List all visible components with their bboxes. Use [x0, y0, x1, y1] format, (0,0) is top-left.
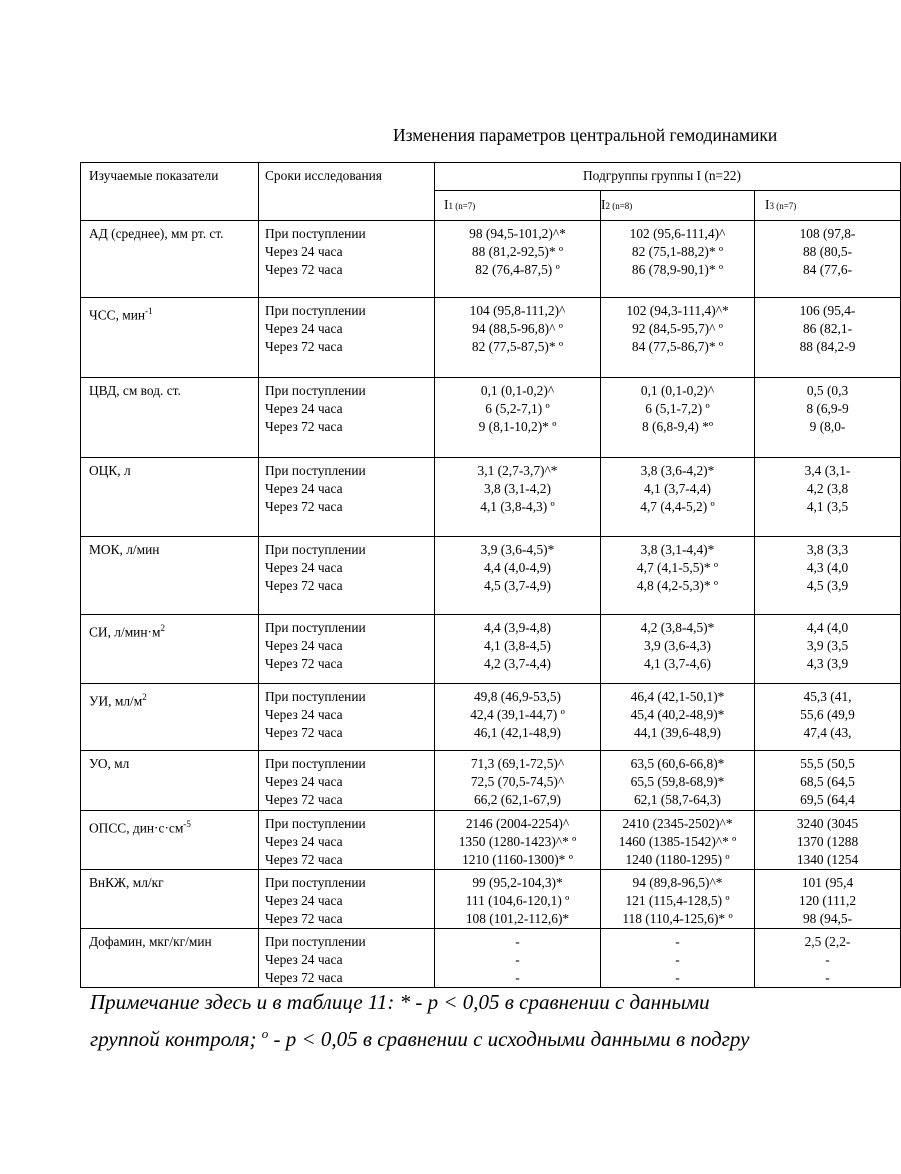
value-i3: 69,5 (64,4	[800, 792, 855, 807]
indicator-name: ЦВД, см вод. ст.	[89, 383, 181, 398]
table-row	[81, 537, 901, 615]
value-cell-i1	[435, 458, 601, 537]
timing-cell	[259, 378, 435, 458]
value-i2: 65,5 (59,8-68,9)*	[630, 774, 725, 789]
value-i2: 3,8 (3,6-4,2)*	[640, 463, 715, 478]
table-row	[81, 684, 901, 751]
value-i3: 55,6 (49,9	[800, 707, 855, 722]
value-cell-i2	[601, 298, 755, 378]
timing-cell	[259, 458, 435, 537]
value-i3: 3240 (3045	[796, 816, 859, 831]
value-cell-i1	[435, 615, 601, 684]
indicator-name: ОЦК, л	[89, 463, 131, 478]
timing-label: Через 24 часа	[265, 952, 343, 967]
value-i1: 49,8 (46,9-53,5)	[473, 689, 562, 704]
header-sub-i2	[601, 191, 755, 221]
value-i1: 66,2 (62,1-67,9)	[473, 792, 562, 807]
value-i1: 94 (88,5-96,8)^ º	[472, 321, 563, 336]
value-cell-i2	[601, 929, 755, 988]
timing-label: Через 72 часа	[265, 792, 343, 807]
value-cell-i3	[755, 751, 901, 811]
value-i3: 4,2 (3,8	[806, 481, 849, 496]
value-i2: 102 (95,6-111,4)^	[629, 226, 726, 241]
indicator-name: УО, мл	[89, 756, 130, 771]
indicator-cell	[81, 684, 259, 751]
sub-i2-count: 2 (n=8)	[605, 201, 633, 211]
value-cell-i3	[755, 378, 901, 458]
value-cell-i2	[601, 615, 755, 684]
value-i3: 4,4 (4,0	[806, 620, 849, 635]
value-i3: -	[825, 952, 830, 967]
value-i1: 46,1 (42,1-48,9)	[473, 725, 562, 740]
timing-label: При поступлении	[265, 303, 366, 318]
value-i2: 1240 (1180-1295) º	[625, 852, 730, 867]
value-i3: 98 (94,5-	[802, 911, 853, 926]
timing-label: Через 72 часа	[265, 725, 343, 740]
timing-label: Через 24 часа	[265, 560, 343, 575]
value-i1: 42,4 (39,1-44,7) º	[470, 707, 565, 722]
value-cell-i1	[435, 870, 601, 929]
hemodynamics-table	[80, 162, 901, 988]
sub-i1-label: I	[444, 197, 449, 212]
value-i2: 92 (84,5-95,7)^ º	[632, 321, 723, 336]
header-subgroups-label: Подгруппы группы I (n=22)	[583, 168, 741, 183]
value-i1: 9 (8,1-10,2)* º	[478, 419, 557, 434]
table-row	[81, 298, 901, 378]
sub-i3-count: 3 (n=7)	[769, 201, 797, 211]
value-i3: 55,5 (50,5	[800, 756, 855, 771]
header-sub-i3	[755, 191, 901, 221]
timing-cell	[259, 298, 435, 378]
timing-label: Через 72 часа	[265, 852, 343, 867]
value-i2: 6 (5,1-7,2) º	[645, 401, 710, 416]
value-i1: 108 (101,2-112,6)*	[465, 911, 570, 926]
value-i2: 3,9 (3,6-4,3)	[644, 638, 711, 653]
value-cell-i1	[435, 221, 601, 298]
value-i1: 1350 (1280-1423)^* º	[458, 834, 577, 849]
value-cell-i3	[755, 458, 901, 537]
value-i1: 3,9 (3,6-4,5)*	[480, 542, 555, 557]
value-cell-i1	[435, 811, 601, 870]
value-i2: 84 (77,5-86,7)* º	[631, 339, 724, 354]
timing-label: Через 72 часа	[265, 262, 343, 277]
header-subgroups	[435, 163, 901, 191]
timing-label: Через 72 часа	[265, 578, 343, 593]
value-cell-i1	[435, 929, 601, 988]
value-i2: -	[675, 970, 680, 985]
timing-label: Через 24 часа	[265, 707, 343, 722]
value-i3: 4,1 (3,5	[806, 499, 849, 514]
value-cell-i2	[601, 537, 755, 615]
timing-label: При поступлении	[265, 934, 366, 949]
footnote-superscript: о	[261, 1026, 269, 1041]
value-i1: 71,3 (69,1-72,5)^	[470, 756, 565, 771]
indicator-cell	[81, 298, 259, 378]
table-row	[81, 870, 901, 929]
sub-i2-label: I	[601, 197, 606, 212]
value-i2: 44,1 (39,6-48,9)	[633, 725, 722, 740]
value-i3: 3,9 (3,5	[806, 638, 849, 653]
table-row	[81, 378, 901, 458]
value-i3: 3,8 (3,3	[806, 542, 849, 557]
header-timing: Сроки исследования	[259, 163, 435, 221]
value-i2: -	[675, 934, 680, 949]
value-cell-i2	[601, 458, 755, 537]
header-sub-i1	[435, 191, 601, 221]
value-cell-i3	[755, 298, 901, 378]
indicator-cell	[81, 811, 259, 870]
value-i3: 84 (77,6-	[802, 262, 853, 277]
indicator-unit-superscript: 2	[142, 692, 147, 702]
value-i1: 4,4 (3,9-4,8)	[484, 620, 551, 635]
value-i3: 1340 (1254	[796, 852, 859, 867]
value-i1: 4,2 (3,7-4,4)	[484, 656, 551, 671]
value-i3: 45,3 (41,	[803, 689, 852, 704]
timing-label: Через 24 часа	[265, 893, 343, 908]
value-cell-i3	[755, 615, 901, 684]
value-i2: 4,8 (4,2-5,3)* º	[636, 578, 719, 593]
value-i1: 2146 (2004-2254)^	[465, 816, 570, 831]
timing-label: Через 72 часа	[265, 970, 343, 985]
timing-cell	[259, 684, 435, 751]
value-i3: 120 (111,2	[799, 893, 857, 908]
indicator-cell	[81, 615, 259, 684]
value-i1: 98 (94,5-101,2)^*	[469, 226, 566, 241]
value-i1: 72,5 (70,5-74,5)^	[470, 774, 565, 789]
sub-i1-count: 1 (n=7)	[448, 201, 476, 211]
indicator-unit-superscript: -1	[145, 306, 153, 316]
hemodynamics-table-container	[80, 162, 859, 985]
table-row	[81, 221, 901, 298]
timing-label: Через 24 часа	[265, 401, 343, 416]
value-i2: 1460 (1385-1542)^* º	[618, 834, 737, 849]
page-title: Изменения параметров центральной гемодинамики	[393, 125, 778, 145]
indicator-name: ЧСС, мин	[89, 307, 146, 323]
value-cell-i3	[755, 929, 901, 988]
value-i3: 1370 (1288	[796, 834, 859, 849]
value-cell-i3	[755, 684, 901, 751]
indicator-cell	[81, 751, 259, 811]
timing-label: Через 24 часа	[265, 774, 343, 789]
value-i2: 62,1 (58,7-64,3)	[633, 792, 722, 807]
value-i3: 4,3 (3,9	[806, 656, 849, 671]
footnote-line-2-start: группой контроля;	[90, 1027, 262, 1051]
timing-label: При поступлении	[265, 463, 366, 478]
indicator-unit-superscript: -5	[183, 819, 191, 829]
table-row	[81, 811, 901, 870]
timing-label: При поступлении	[265, 620, 366, 635]
value-i1: -	[515, 934, 520, 949]
value-i1: 4,1 (3,8-4,3) º	[480, 499, 555, 514]
value-i3: 2,5 (2,2-	[804, 934, 851, 949]
footnote-line-2	[90, 1018, 831, 1055]
footnote	[90, 987, 831, 1055]
value-i3: 88 (84,2-9	[799, 339, 856, 354]
indicator-cell	[81, 458, 259, 537]
timing-cell	[259, 537, 435, 615]
value-i1: 82 (76,4-87,5) º	[475, 262, 560, 277]
value-i3: 47,4 (43,	[803, 725, 852, 740]
timing-label: При поступлении	[265, 756, 366, 771]
footnote-line-1: Примечание здесь и в таблице 11: * - р < 0,05 в сравнении с данными	[90, 990, 710, 1014]
timing-label: Через 72 часа	[265, 419, 343, 434]
value-i2: 63,5 (60,6-66,8)*	[630, 756, 725, 771]
value-cell-i2	[601, 684, 755, 751]
sub-i3-label: I	[765, 197, 770, 212]
value-i2: 118 (110,4-125,6)* º	[622, 911, 733, 926]
timing-label: При поступлении	[265, 226, 366, 241]
value-i1: 4,4 (4,0-4,9)	[484, 560, 551, 575]
timing-cell	[259, 221, 435, 298]
value-cell-i3	[755, 221, 901, 298]
value-i3: 86 (82,1-	[802, 321, 853, 336]
timing-label: При поступлении	[265, 383, 366, 398]
value-i1: 4,1 (3,8-4,5)	[484, 638, 551, 653]
value-i2: 82 (75,1-88,2)* º	[631, 244, 724, 259]
value-i1: 82 (77,5-87,5)* º	[471, 339, 564, 354]
timing-label: При поступлении	[265, 542, 366, 557]
value-i1: -	[515, 970, 520, 985]
value-i2: 86 (78,9-90,1)* º	[631, 262, 724, 277]
value-i3: 106 (95,4-	[799, 303, 856, 318]
value-cell-i3	[755, 870, 901, 929]
value-i1: 0,1 (0,1-0,2)^	[480, 383, 555, 398]
value-i2: 2410 (2345-2502)^*	[622, 816, 733, 831]
value-cell-i2	[601, 870, 755, 929]
value-i2: 4,2 (3,8-4,5)*	[640, 620, 715, 635]
value-i2: 102 (94,3-111,4)^*	[626, 303, 729, 318]
value-cell-i2	[601, 221, 755, 298]
value-i1: -	[515, 952, 520, 967]
timing-label: Через 72 часа	[265, 339, 343, 354]
value-i2: 94 (89,8-96,5)^*	[632, 875, 723, 890]
value-i2: 4,7 (4,1-5,5)* º	[636, 560, 719, 575]
table-row	[81, 615, 901, 684]
value-cell-i2	[601, 811, 755, 870]
indicator-name: Дофамин, мкг/кг/мин	[89, 934, 212, 949]
value-i3: 108 (97,8-	[799, 226, 856, 241]
table-row	[81, 751, 901, 811]
value-i2: 8 (6,8-9,4) *º	[641, 419, 714, 434]
timing-label: Через 24 часа	[265, 321, 343, 336]
value-i1: 104 (95,8-111,2)^	[469, 303, 566, 318]
value-i2: 121 (115,4-128,5) º	[625, 893, 730, 908]
value-i2: 45,4 (40,2-48,9)*	[630, 707, 725, 722]
value-cell-i2	[601, 751, 755, 811]
indicator-name: МОК, л/мин	[89, 542, 160, 557]
timing-label: Через 24 часа	[265, 481, 343, 496]
value-i3: 4,3 (4,0	[806, 560, 849, 575]
timing-label: Через 24 часа	[265, 244, 343, 259]
indicator-name: УИ, мл/м	[89, 693, 143, 709]
table-row	[81, 458, 901, 537]
value-cell-i1	[435, 298, 601, 378]
value-i2: 4,1 (3,7-4,4)	[644, 481, 711, 496]
value-i2: 4,7 (4,4-5,2) º	[640, 499, 715, 514]
timing-cell	[259, 811, 435, 870]
indicator-name: АД (среднее), мм рт. ст.	[89, 226, 224, 241]
timing-label: Через 72 часа	[265, 911, 343, 926]
value-i3: 101 (95,4	[801, 875, 854, 890]
value-i3: 88 (80,5-	[802, 244, 853, 259]
indicator-cell	[81, 378, 259, 458]
value-i1: 88 (81,2-92,5)* º	[471, 244, 564, 259]
value-cell-i3	[755, 537, 901, 615]
value-cell-i1	[435, 537, 601, 615]
value-i3: -	[825, 970, 830, 985]
indicator-cell	[81, 221, 259, 298]
timing-cell	[259, 870, 435, 929]
timing-label: Через 24 часа	[265, 834, 343, 849]
value-i1: 4,5 (3,7-4,9)	[484, 578, 551, 593]
indicator-name: ВнКЖ, мл/кг	[89, 875, 164, 890]
value-i2: 4,1 (3,7-4,6)	[644, 656, 711, 671]
value-i3: 3,4 (3,1-	[804, 463, 851, 478]
timing-label: При поступлении	[265, 689, 366, 704]
value-i2: -	[675, 952, 680, 967]
indicator-name: ОПСС, дин·с·см	[89, 820, 184, 836]
value-cell-i1	[435, 684, 601, 751]
value-i3: 4,5 (3,9	[806, 578, 849, 593]
indicator-cell	[81, 537, 259, 615]
timing-cell	[259, 929, 435, 988]
timing-label: Через 72 часа	[265, 656, 343, 671]
value-cell-i2	[601, 378, 755, 458]
value-i3: 9 (8,0-	[809, 419, 846, 434]
value-i1: 3,8 (3,1-4,2)	[484, 481, 551, 496]
table-row	[81, 929, 901, 988]
value-cell-i3	[755, 811, 901, 870]
value-i1: 3,1 (2,7-3,7)^*	[477, 463, 558, 478]
indicator-cell	[81, 929, 259, 988]
value-i3: 0,5 (0,3	[806, 383, 849, 398]
value-i1: 111 (104,6-120,1) º	[465, 893, 570, 908]
timing-cell	[259, 615, 435, 684]
timing-label: Через 24 часа	[265, 638, 343, 653]
indicator-unit-superscript: 2	[160, 623, 165, 633]
timing-label: При поступлении	[265, 875, 366, 890]
timing-label: При поступлении	[265, 816, 366, 831]
footnote-line-2-end: - р < 0,05 в сравнении с исходными данными в подгру	[268, 1027, 750, 1051]
timing-cell	[259, 751, 435, 811]
value-cell-i1	[435, 751, 601, 811]
value-i1: 99 (95,2-104,3)*	[472, 875, 563, 890]
value-i1: 6 (5,2-7,1) º	[485, 401, 550, 416]
header-indicators: Изучаемые показатели	[81, 163, 259, 221]
value-i1: 1210 (1160-1300)* º	[462, 852, 573, 867]
value-i3: 68,5 (64,5	[800, 774, 855, 789]
timing-label: Через 72 часа	[265, 499, 343, 514]
indicator-cell	[81, 870, 259, 929]
value-i2: 0,1 (0,1-0,2)^	[640, 383, 715, 398]
value-i2: 46,4 (42,1-50,1)*	[630, 689, 725, 704]
indicator-name: СИ, л/мин·м	[89, 624, 161, 640]
value-cell-i1	[435, 378, 601, 458]
value-i2: 3,8 (3,1-4,4)*	[640, 542, 715, 557]
value-i3: 8 (6,9-9	[806, 401, 849, 416]
